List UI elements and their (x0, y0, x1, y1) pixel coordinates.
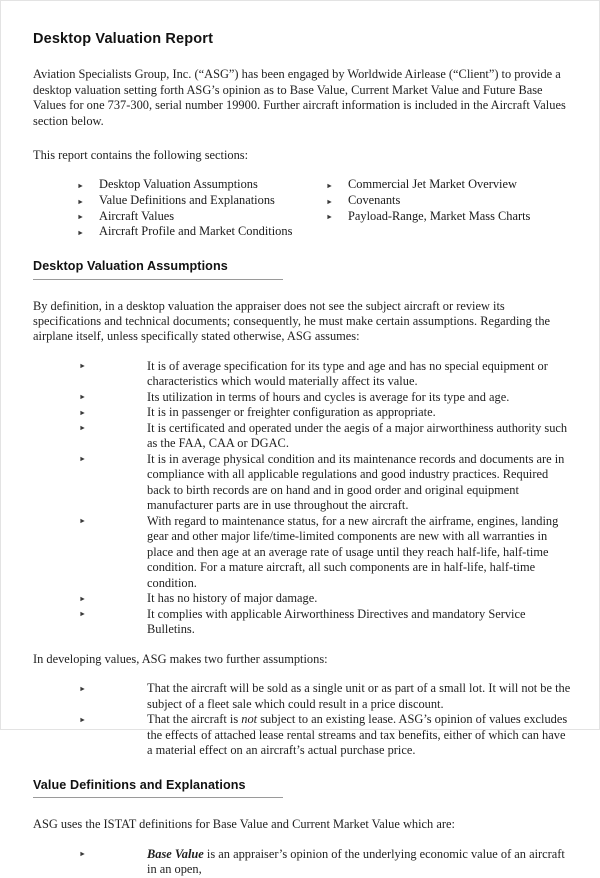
further-assumption-text-part1: That the aircraft is (147, 712, 242, 727)
section-heading-assumptions: Desktop Valuation Assumptions (33, 259, 283, 280)
list-item (79, 607, 573, 638)
list-item (79, 405, 573, 421)
contents-item-label: Commercial Jet Market Overview (347, 177, 517, 192)
list-item (79, 390, 573, 406)
list-item[interactable] (77, 224, 326, 240)
list-item[interactable] (326, 193, 573, 209)
spacer (33, 833, 573, 847)
page-title: Desktop Valuation Report (33, 31, 214, 47)
assumption-text: It is in passenger or freighter configuration as appropriate. (147, 405, 436, 420)
contents-item-label: Payload-Range, Market Mass Charts (347, 208, 531, 223)
list-item (79, 681, 573, 712)
further-assumption-text-part2: subject to an existing lease. ASG’s opinion of values excludes the effects of attached lease rental streams and tax benefits, either of which can have a material effect on an aircraft’s actual purchase price. (147, 712, 568, 758)
further-assumptions-list (79, 681, 573, 759)
contents-item-label: Value Definitions and Explanations (99, 193, 275, 208)
list-item[interactable] (77, 209, 326, 225)
contents-item-label: Aircraft Profile and Market Conditions (99, 224, 293, 239)
assumptions-lead-paragraph: By definition, in a desktop valuation the appraiser does not see the subject aircraft or review its specifications and technical documents; consequently, he must make certain assumptions. Regarding the airplane itself, unless specifically stated otherwise, ASG assumes: (33, 298, 551, 344)
emphasis-not: not (241, 712, 258, 727)
contents-item-label: Aircraft Values (99, 208, 175, 223)
contents-columns (77, 177, 573, 239)
spacer (33, 48, 573, 67)
spacer (33, 345, 573, 359)
spacer (33, 129, 573, 148)
list-item[interactable] (77, 177, 326, 193)
section-heading-definitions: Value Definitions and Explanations (33, 778, 283, 799)
assumptions-bullet-list (79, 359, 573, 638)
definitions-bullet-list (79, 847, 573, 878)
list-item (79, 847, 573, 878)
contents-item-label: Covenants (347, 193, 401, 208)
list-item (79, 452, 573, 514)
list-item (79, 712, 573, 759)
definitions-lead-paragraph: ASG uses the ISTAT definitions for Base Value and Current Market Value which are: (33, 817, 455, 832)
intro-paragraph: Aviation Specialists Group, Inc. (“ASG”) has been engaged by Worldwide Airlease (“Client”) to provide a desktop valuation setting forth ASG’s opinion as to Base Value, Current Market Value and Future Base Values for one 737-300, serial number 19900. Further aircraft information is included in the Aircraft Values section below. (33, 67, 566, 128)
list-item[interactable] (326, 177, 573, 193)
contents-column-left (77, 177, 326, 239)
spacer (33, 759, 573, 778)
spacer (33, 798, 573, 817)
list-item[interactable] (77, 193, 326, 209)
assumption-text: With regard to maintenance status, for a new aircraft the airframe, engines, landing gear and other major life/time-limited components are new with all warranties in place and then age at an average rate of usage until they reach half-life, half-time condition. For a mature aircraft, all such components are in half-life, half-time condition. (147, 513, 559, 590)
assumption-text: It has no history of major damage. (147, 591, 318, 606)
definition-term: Base Value (147, 846, 204, 861)
contents-item-label: Desktop Valuation Assumptions (99, 177, 258, 192)
contents-list-left (77, 177, 326, 239)
definition-text: is an appraiser’s opinion of the underlying economic value of an aircraft in an open, (147, 846, 565, 877)
list-item (79, 591, 573, 607)
spacer (33, 667, 573, 681)
list-item (79, 514, 573, 592)
spacer (33, 638, 573, 652)
list-item (79, 359, 573, 390)
contents-list-right (326, 177, 573, 224)
assumption-text: It is certificated and operated under the aegis of a major airworthiness authority such as the FAA, CAA or DGAC. (147, 420, 568, 451)
spacer (33, 163, 573, 177)
list-item (79, 421, 573, 452)
assumption-text: Its utilization in terms of hours and cycles is average for its type and age. (147, 389, 510, 404)
contents-lead: This report contains the following sections: (33, 148, 249, 163)
list-item[interactable] (326, 209, 573, 225)
further-assumptions-lead: In developing values, ASG makes two further assumptions: (33, 651, 328, 666)
contents-column-right (326, 177, 573, 239)
further-assumption-text: That the aircraft will be sold as a single unit or as part of a small lot. It will not be the subject of a fleet sale which could result in a price discount. (147, 681, 571, 711)
assumption-text: It complies with applicable Airworthiness Directives and mandatory Service Bulletins. (147, 606, 526, 637)
spacer (33, 240, 573, 259)
assumption-text: It is in average physical condition and its maintenance records and documents are in compliance with all applicable regulations and good industry practices. Required back to birth records are on hand and in good order and original equipment manufacturer parts are in use throughout the aircraft. (147, 451, 565, 513)
assumption-text: It is of average specification for its type and age and has no special equipment or characteristics which would materially affect its value. (147, 358, 548, 389)
spacer (33, 280, 573, 299)
